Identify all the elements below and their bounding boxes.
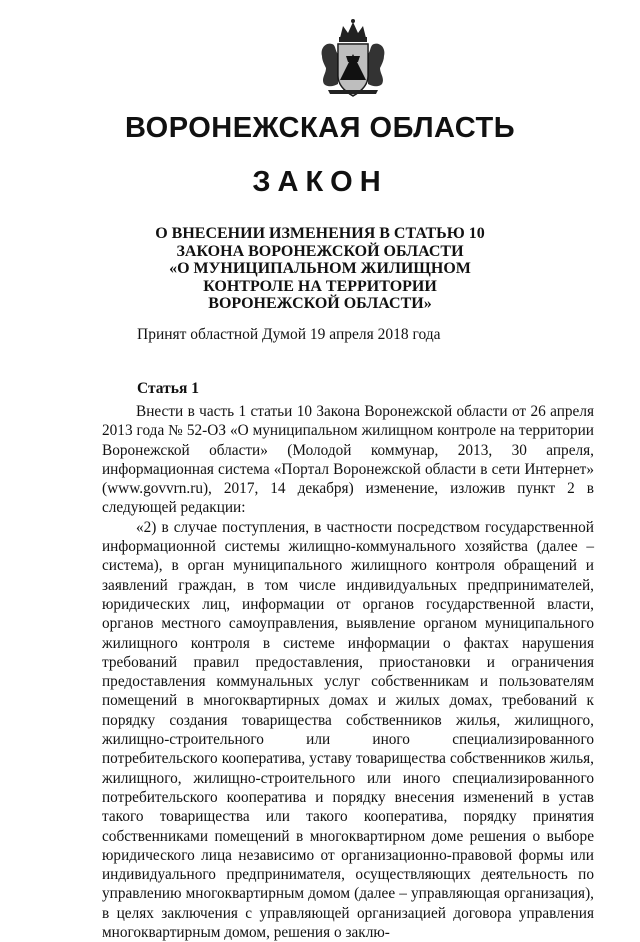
article-body (102, 402, 594, 942)
coat-of-arms-icon (318, 18, 388, 100)
document-type: ЗАКОН (252, 166, 388, 198)
law-title-line: КОНТРОЛЕ НА ТЕРРИТОРИИ (203, 277, 437, 295)
region-title: ВОРОНЕЖСКАЯ ОБЛАСТЬ (124, 112, 516, 144)
law-title-line: ВОРОНЕЖСКОЙ ОБЛАСТИ» (208, 295, 432, 312)
adoption-date-note: Принят областной Думой 19 апреля 2018 года (137, 326, 441, 343)
article-heading: Статья 1 (137, 380, 199, 397)
law-title-line: О ВНЕСЕНИИ ИЗМЕНЕНИЯ В СТАТЬЮ 10 (155, 225, 485, 242)
law-title-line: ЗАКОНА ВОРОНЕЖСКОЙ ОБЛАСТИ (176, 242, 464, 260)
article-paragraph: Внести в часть 1 статьи 10 Закона Воронежской области от 26 апреля 2013 года № 52-ОЗ «О муниципальном жилищном контроле на территории Воронежской области» (Молодой коммунар, 2013, 30 апреля, информационная система «Портал Воронежской области в сети Интернет» (www.govvrn.ru), 2017, 14 декабря) изменение, изложив пункт 2 в следующей редакции: (102, 403, 594, 517)
article-paragraph: «2) в случае поступления, в частности посредством государственной информационной системы жилищно-коммунального хозяйства (далее – система), в орган муниципального жилищного контроля обращений и заявлений граждан, в том числе индивидуальных предпринимателей, юридических лиц, информации от органов государственной власти, органов местного самоуправления, выявление органом муниципального жилищного контроля в системе информации о фактах нарушения требований правил предоставления, приостановки и ограничения предоставления коммунальных услуг собственникам и пользователям помещений в многоквартирных домах и жилых домах, требований к порядку создания товарищества собственников жилья, жилищного, жилищно-строительного или иного специализированного потребительского кооператива, уставу товарищества собственников жилья, жилищного, жилищно-строительного или иного специализированного потребительского кооператива и порядку внесения изменений в устав такого товарищества или такого кооператива, порядку принятия собственниками помещений в многоквартирном доме решения о выборе юридического лица независимо от организационно-правовой формы или индивидуального предпринимателя, осуществляющих деятельность по управлению многоквартирным домом (далее – управляющая организация), в целях заключения с управляющей организацией договора управления многоквартирным домом, решения о заклю- (102, 518, 594, 942)
law-title (0, 225, 640, 313)
law-title-line: «О МУНИЦИПАЛЬНОМ ЖИЛИЩНОМ (169, 260, 471, 277)
